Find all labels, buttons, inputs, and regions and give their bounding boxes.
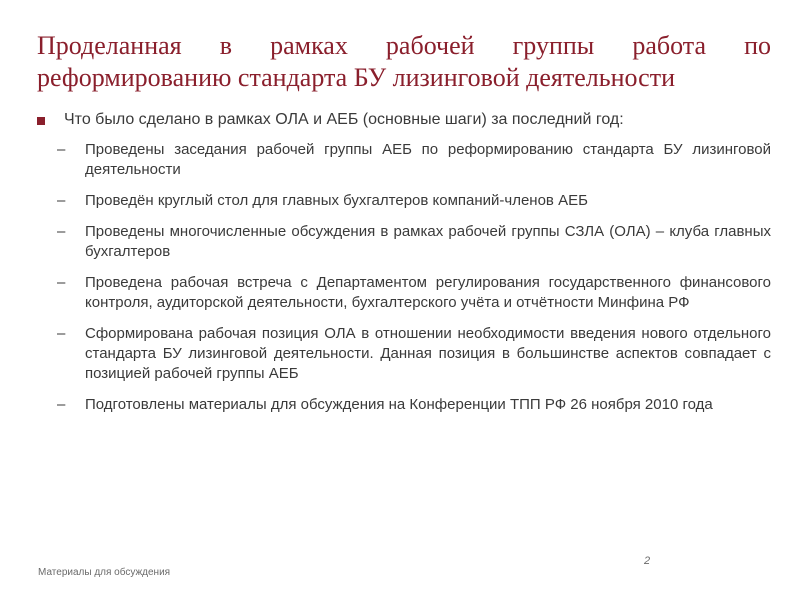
sub-bullet-item [37, 191, 771, 211]
sub-bullet-text: Сформирована рабочая позиция ОЛА в отношении необходимости введения нового отдельного стандарта БУ лизинговой деятельности. Данная позиция в большинстве аспектов совпадает с позицией рабочей группы АЕБ [85, 325, 771, 382]
slide-title: Проделанная в рамках рабочей группы работа по реформированию стандарта БУ лизинговой деятельности [37, 31, 771, 92]
sub-bullet-text: Проведена рабочая встреча с Департаментом регулирования государственного финансового контроля, аудиторской деятельности, бухгалтерского учёта и отчётности Минфина РФ [85, 274, 771, 311]
square-bullet-icon [37, 117, 45, 125]
sub-bullet-item [37, 140, 771, 180]
dash-bullet-icon: – [57, 274, 66, 291]
sub-bullet-list [37, 140, 771, 426]
sub-bullet-text: Подготовлены материалы для обсуждения на Конференции ТПП РФ 26 ноября 2010 года [85, 396, 713, 413]
sub-bullet-item [37, 273, 771, 313]
sub-bullet-item [37, 324, 771, 384]
page-number: 2 [644, 555, 651, 567]
sub-bullet-text: Проведены многочисленные обсуждения в рамках рабочей группы СЗЛА (ОЛА) – клуба главных бухгалтеров [85, 223, 771, 260]
sub-bullet-item [37, 222, 771, 262]
sub-bullet-text: Проведён круглый стол для главных бухгалтеров компаний-членов АЕБ [85, 192, 588, 209]
dash-bullet-icon: – [57, 223, 66, 240]
main-bullet-text: Что было сделано в рамках ОЛА и АЕБ (основные шаги) за последний год: [64, 111, 624, 128]
dash-bullet-icon: – [57, 141, 66, 158]
dash-bullet-icon: – [57, 192, 66, 209]
dash-bullet-icon: – [57, 325, 66, 342]
footer-note: Материалы для обсуждения [38, 567, 171, 578]
sub-bullet-item [37, 395, 771, 415]
dash-bullet-icon: – [57, 396, 66, 413]
sub-bullet-text: Проведены заседания рабочей группы АЕБ по реформированию стандарта БУ лизинговой деятельности [85, 141, 771, 178]
